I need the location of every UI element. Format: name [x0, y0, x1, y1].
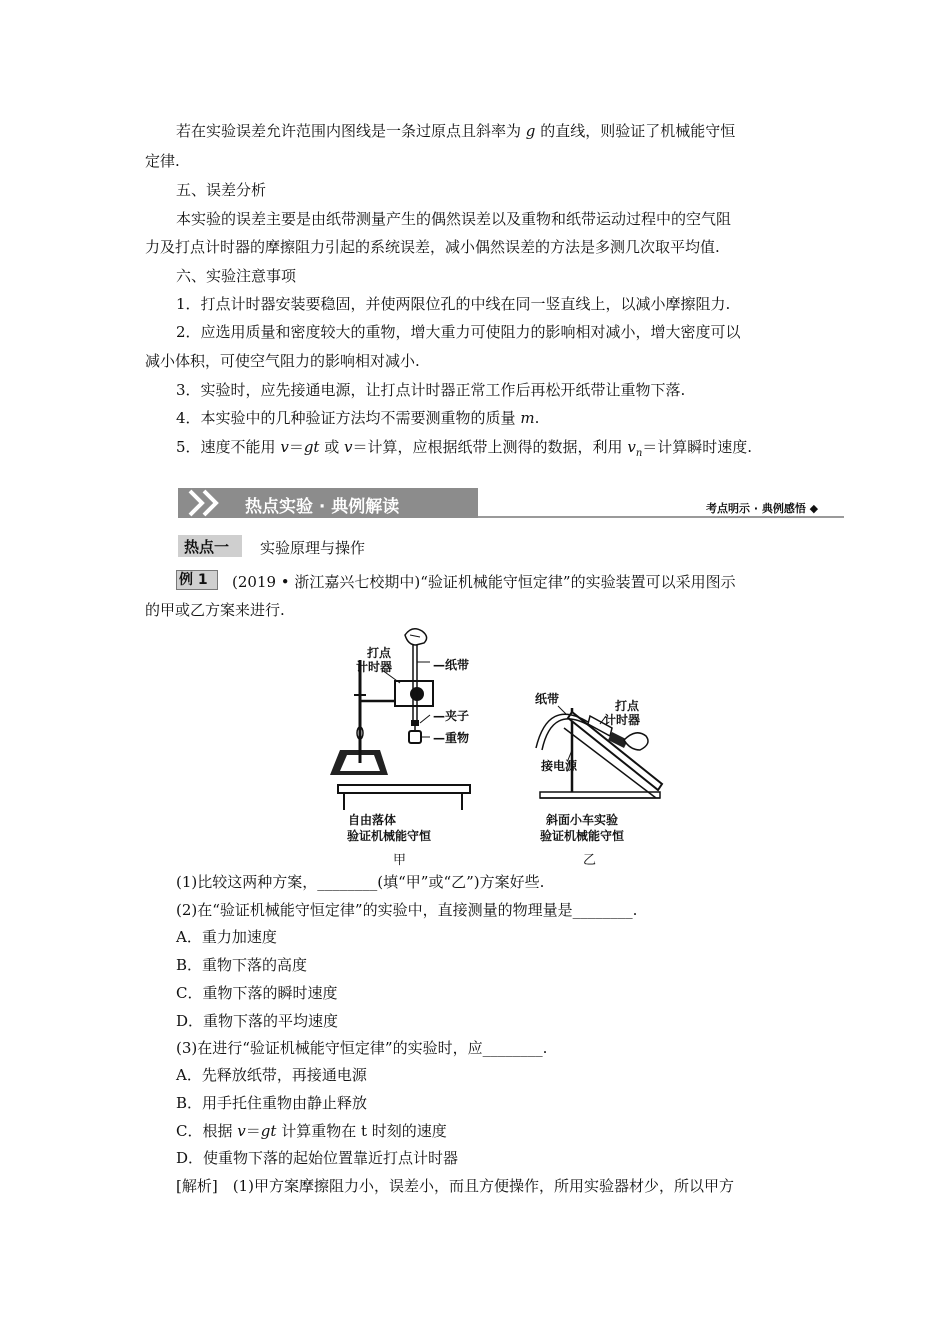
figure-caption: 验证机械能守恒	[347, 829, 432, 843]
option: B．重物下落的高度	[176, 956, 308, 974]
question: (1)比较这两种方案，________(填“甲”或“乙”)方案好些.	[176, 873, 545, 891]
note-item: 2．应选用质量和密度较大的重物，增大重力可使阻力的影响相对减小，增大密度可以	[176, 323, 741, 341]
paragraph-line: 定律.	[145, 152, 180, 170]
figure-caption: 验证机械能守恒	[540, 829, 625, 843]
paragraph-line: 力及打点计时器的摩擦阻力引起的系统误差，减小偶然误差的方法是多测几次取平均值.	[145, 238, 720, 256]
question: (2)在“验证机械能守恒定律”的实验中，直接测量的物理量是________.	[176, 901, 638, 919]
example-label: 例 1	[179, 572, 208, 588]
figure-tag: 甲	[393, 853, 407, 868]
hot-title: 实验原理与操作	[260, 539, 366, 557]
label-timer: 计时器	[356, 660, 393, 674]
label-timer: 计时器	[604, 713, 641, 727]
paragraph-line: 本实验的误差主要是由纸带测量产生的偶然误差以及重物和纸带运动过程中的空气阻	[176, 210, 732, 228]
banner-subtitle: 考点明示 · 典例感悟 ◆	[706, 502, 819, 515]
label-tape: —纸带	[433, 658, 470, 672]
figure-caption: 斜面小车实验	[546, 813, 619, 827]
banner-title: 热点实验 · 典例解读	[245, 497, 400, 517]
label-timer: 打点	[367, 646, 392, 660]
section-heading: 五、误差分析	[176, 181, 267, 199]
hot-label: 热点一	[184, 538, 230, 556]
option: C．重物下落的瞬时速度	[176, 984, 338, 1002]
note-item: 5．速度不能用 v＝gt 或 v＝计算，应根据纸带上测得的数据，利用 $v_n=$计算瞬时速度.	[176, 438, 753, 459]
note-item: 1．打点计时器安装要稳固，并使两限位孔的中线在同一竖直线上，以减小摩擦阻力.	[176, 295, 731, 313]
option: B．用手托住重物由静止释放	[176, 1094, 368, 1112]
label-tape: 纸带	[535, 692, 560, 706]
label-power: 接电源	[541, 759, 578, 773]
question: (3)在进行“验证机械能守恒定律”的实验时，应________.	[176, 1039, 548, 1057]
label-timer: 打点	[615, 699, 640, 713]
option: C．根据 v＝gt 计算重物在 t 时刻的速度	[176, 1122, 447, 1140]
note-item: 4．本实验中的几种验证方法均不需要测重物的质量 m.	[176, 409, 540, 427]
figure-tag: 乙	[583, 853, 597, 868]
example-text: 的甲或乙方案来进行.	[145, 601, 285, 619]
section-heading: 六、实验注意事项	[176, 267, 297, 285]
label-weight: —重物	[433, 731, 470, 745]
chevron-icon	[184, 488, 234, 518]
option: A．重力加速度	[176, 928, 277, 946]
example-text: (2019 • 浙江嘉兴七校期中)“验证机械能守恒定律”的实验装置可以采用图示	[232, 573, 736, 591]
figure-caption: 自由落体	[348, 813, 397, 827]
analysis: [解析] (1)甲方案摩擦阻力小，误差小，而且方便操作，所用实验器材少，所以甲方	[176, 1177, 734, 1195]
paragraph-line: 若在实验误差允许范围内图线是一条过原点且斜率为 g 的直线，则验证了机械能守恒	[176, 122, 736, 140]
label-clip: —夹子	[433, 709, 470, 723]
banner-rule	[478, 516, 844, 518]
option: D．使重物下落的起始位置靠近打点计时器	[176, 1149, 459, 1167]
option: D．重物下落的平均速度	[176, 1012, 339, 1030]
option: A．先释放纸带，再接通电源	[176, 1066, 367, 1084]
note-item: 减小体积，可使空气阻力的影响相对减小.	[145, 352, 420, 370]
note-item: 3．实验时，应先接通电源，让打点计时器正常工作后再松开纸带让重物下落.	[176, 381, 686, 399]
